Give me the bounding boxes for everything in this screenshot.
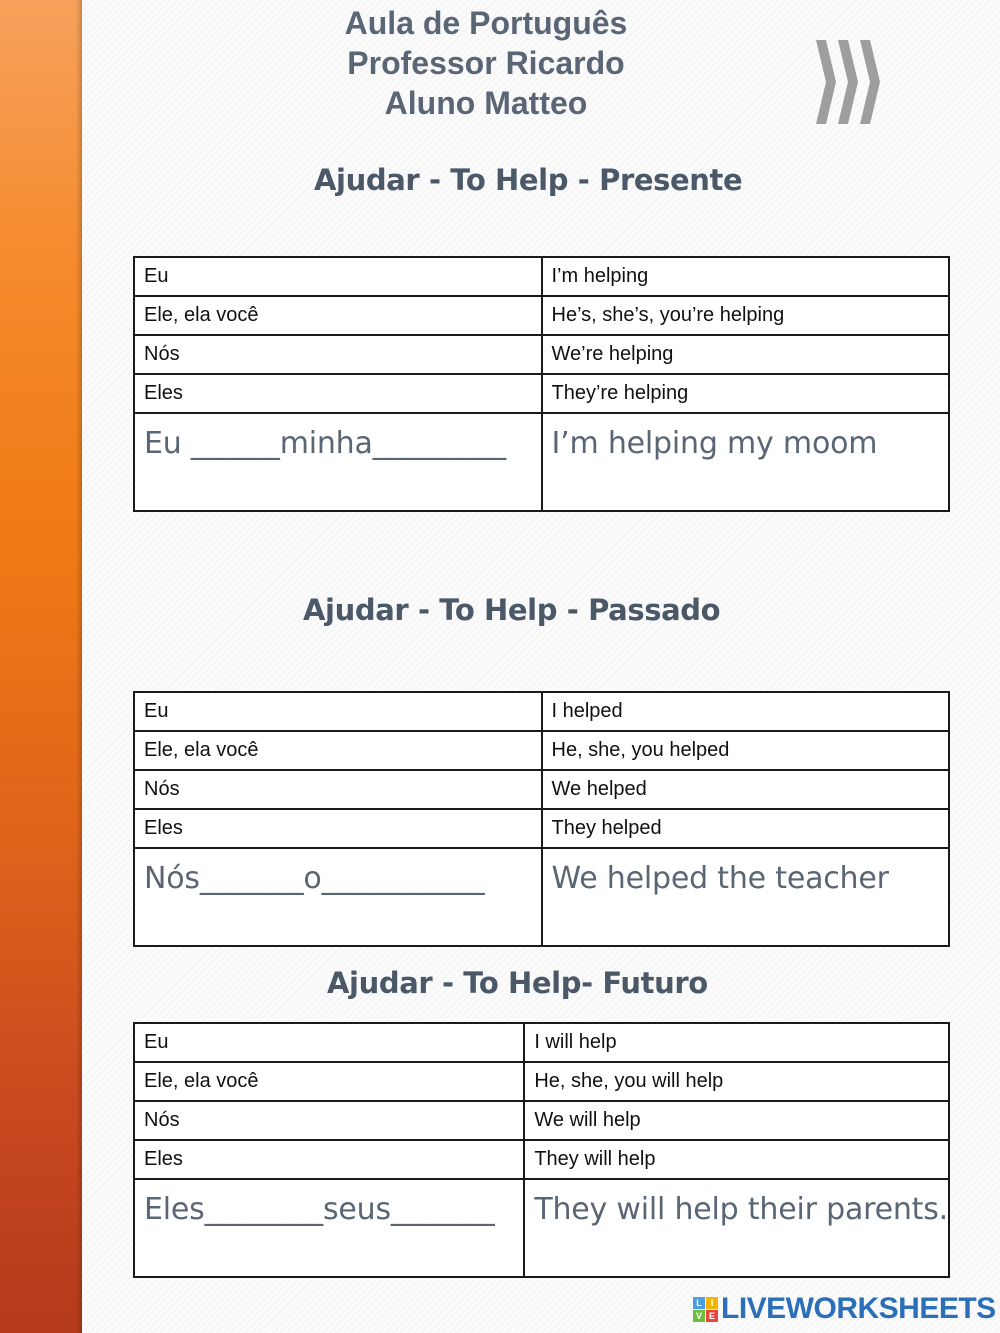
fill-in-blank-sentence[interactable]: Eu ______minha_________ bbox=[134, 413, 542, 511]
liveworksheets-logo-text: LIVEWORKSHEETS bbox=[721, 1292, 996, 1325]
table-row bbox=[134, 1023, 949, 1062]
pronoun-cell: Ele, ela você bbox=[134, 1062, 524, 1101]
pronoun-cell: Eu bbox=[134, 257, 542, 296]
conjugation-table-presente bbox=[133, 256, 950, 512]
header-course: Aula de Português bbox=[344, 5, 628, 41]
fill-in-blank-sentence[interactable]: Nós_______o___________ bbox=[134, 848, 542, 946]
translation-cell: I’m helping bbox=[542, 257, 950, 296]
practice-translation: I’m helping my moom bbox=[542, 413, 950, 511]
pronoun-cell: Nós bbox=[134, 1101, 524, 1140]
table-row bbox=[134, 1101, 949, 1140]
practice-translation: They will help their parents. bbox=[524, 1179, 949, 1277]
worksheet-header bbox=[286, 3, 686, 123]
table-row bbox=[134, 770, 949, 809]
pronoun-cell: Eles bbox=[134, 374, 542, 413]
pronoun-cell: Eles bbox=[134, 1140, 524, 1179]
conjugation-table-passado bbox=[133, 691, 950, 947]
fill-in-blank-sentence[interactable]: Eles________seus_______ bbox=[134, 1179, 524, 1277]
practice-row bbox=[134, 413, 949, 511]
practice-row bbox=[134, 848, 949, 946]
pronoun-cell: Ele, ela você bbox=[134, 731, 542, 770]
translation-cell: They will help bbox=[524, 1140, 949, 1179]
pronoun-cell: Eles bbox=[134, 809, 542, 848]
table-row bbox=[134, 692, 949, 731]
translation-cell: We’re helping bbox=[542, 335, 950, 374]
translation-cell: He, she, you will help bbox=[524, 1062, 949, 1101]
translation-cell: We helped bbox=[542, 770, 950, 809]
liveworksheets-logo-icon: L I V E bbox=[693, 1297, 718, 1322]
translation-cell: They helped bbox=[542, 809, 950, 848]
pronoun-cell: Nós bbox=[134, 770, 542, 809]
translation-cell: He, she, you helped bbox=[542, 731, 950, 770]
pronoun-cell: Nós bbox=[134, 335, 542, 374]
section-title-futuro: Ajudar - To Help- Futuro bbox=[327, 966, 708, 1000]
table-row bbox=[134, 809, 949, 848]
table-row bbox=[134, 1062, 949, 1101]
table-row bbox=[134, 1140, 949, 1179]
translation-cell: They’re helping bbox=[542, 374, 950, 413]
section-title-presente: Ajudar - To Help - Presente bbox=[314, 163, 743, 197]
table-row bbox=[134, 374, 949, 413]
conjugation-table-futuro bbox=[133, 1022, 950, 1278]
pronoun-cell: Eu bbox=[134, 692, 542, 731]
translation-cell: I will help bbox=[524, 1023, 949, 1062]
translation-cell: He’s, she’s, you’re helping bbox=[542, 296, 950, 335]
chevron-right-decoration-icon bbox=[814, 38, 894, 128]
pronoun-cell: Eu bbox=[134, 1023, 524, 1062]
pronoun-cell: Ele, ela você bbox=[134, 296, 542, 335]
table-row bbox=[134, 335, 949, 374]
header-student: Aluno Matteo bbox=[384, 85, 588, 121]
practice-translation: We helped the teacher bbox=[542, 848, 950, 946]
table-row bbox=[134, 731, 949, 770]
table-row bbox=[134, 296, 949, 335]
practice-row bbox=[134, 1179, 949, 1277]
section-title-passado: Ajudar - To Help - Passado bbox=[303, 593, 721, 627]
orange-side-bar bbox=[0, 0, 82, 1333]
translation-cell: We will help bbox=[524, 1101, 949, 1140]
table-row bbox=[134, 257, 949, 296]
liveworksheets-logo[interactable] bbox=[693, 1293, 996, 1325]
header-teacher: Professor Ricardo bbox=[347, 45, 625, 81]
translation-cell: I helped bbox=[542, 692, 950, 731]
